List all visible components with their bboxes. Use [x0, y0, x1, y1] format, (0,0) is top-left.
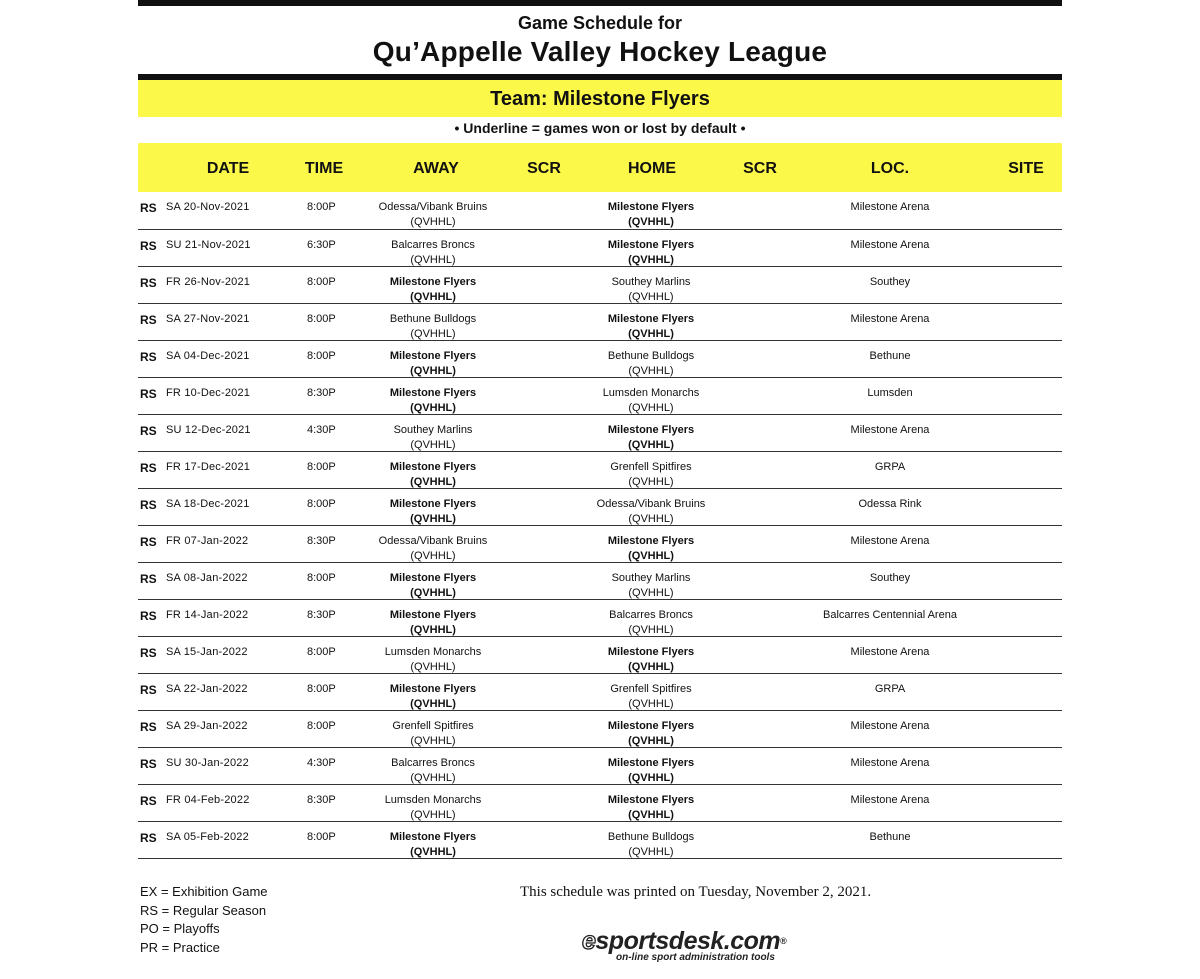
away-team — [353, 534, 513, 564]
team-name: Southey Marlins — [393, 424, 473, 436]
game-date: FR 17-Dec-2021 — [166, 461, 251, 473]
col-date: DATE — [206, 160, 250, 177]
team-name: Grenfell Spitfires — [392, 720, 474, 732]
col-away-score: SCR — [527, 160, 561, 177]
game-type: RS — [140, 461, 157, 475]
game-location: Milestone Arena — [850, 757, 930, 769]
team-name: Milestone Flyers — [389, 276, 477, 288]
team-league: (QVHHL) — [410, 550, 456, 562]
game-type: RS — [140, 350, 157, 364]
legend — [140, 883, 268, 957]
team-name: Grenfell Spitfires — [610, 461, 692, 473]
away-team — [353, 200, 513, 230]
game-date: SU 21-Nov-2021 — [166, 239, 251, 251]
game-time: 8:00P — [307, 683, 336, 695]
away-team — [353, 682, 513, 712]
logo-e: e — [582, 927, 596, 955]
home-team — [571, 386, 731, 416]
game-type: RS — [140, 609, 157, 623]
game-time: 8:00P — [307, 572, 336, 584]
game-date: FR 10-Dec-2021 — [166, 387, 251, 399]
team-name: Milestone Flyers — [607, 201, 695, 213]
team-name: Milestone Flyers — [607, 794, 695, 806]
team-name: Lumsden Monarchs — [384, 794, 482, 806]
game-date: SA 04-Dec-2021 — [166, 350, 250, 362]
away-team — [353, 423, 513, 453]
game-time: 8:00P — [307, 720, 336, 732]
game-type: RS — [140, 831, 157, 845]
table-row — [138, 637, 1062, 674]
game-date: FR 04-Feb-2022 — [166, 794, 250, 806]
game-location: Milestone Arena — [850, 535, 930, 547]
game-location: Milestone Arena — [850, 720, 930, 732]
game-location: Lumsden — [867, 387, 913, 399]
game-type: RS — [140, 239, 157, 253]
game-type: RS — [140, 757, 157, 771]
legend-item: RS = Regular Season — [140, 902, 267, 918]
team-league: (QVHHL) — [628, 328, 674, 340]
away-team — [353, 571, 513, 601]
game-time: 4:30P — [307, 424, 336, 436]
team-name: Milestone Flyers — [389, 387, 477, 399]
schedule-rows — [138, 192, 1062, 859]
game-location: Odessa Rink — [858, 498, 922, 510]
logo-text: sportsdesk.com — [595, 927, 781, 955]
game-type: RS — [140, 794, 157, 808]
home-team — [571, 571, 731, 601]
home-team — [571, 349, 731, 379]
team-name: Milestone Flyers — [389, 350, 477, 362]
underline-note: • Underline = games won or lost by default • — [454, 120, 746, 136]
team-league: (QVHHL) — [410, 254, 456, 266]
game-date: SU 12-Dec-2021 — [166, 424, 251, 436]
team-name: Lumsden Monarchs — [602, 387, 700, 399]
game-date: SA 27-Nov-2021 — [166, 313, 250, 325]
team-league: (QVHHL) — [410, 402, 456, 414]
game-date: SA 29-Jan-2022 — [166, 720, 248, 732]
team-league: (QVHHL) — [628, 216, 674, 228]
game-time: 8:00P — [307, 498, 336, 510]
team-league: (QVHHL) — [628, 772, 674, 784]
team-league: (QVHHL) — [410, 439, 456, 451]
away-team — [353, 275, 513, 305]
team-league: (QVHHL) — [410, 698, 456, 710]
table-header — [138, 143, 1062, 192]
game-time: 8:00P — [307, 831, 336, 843]
team-name: Bethune Bulldogs — [389, 313, 477, 325]
away-team — [353, 238, 513, 268]
page-title: Qu’Appelle Valley Hockey League — [372, 36, 828, 67]
game-date: SA 22-Jan-2022 — [166, 683, 248, 695]
team-name: Southey Marlins — [611, 572, 691, 584]
away-team — [353, 830, 513, 860]
away-team — [353, 312, 513, 342]
team-league: (QVHHL) — [410, 513, 456, 525]
game-time: 8:00P — [307, 461, 336, 473]
team-name: Milestone Flyers — [607, 720, 695, 732]
team-league: (QVHHL) — [628, 809, 674, 821]
table-row — [138, 563, 1062, 600]
game-type: RS — [140, 201, 157, 215]
team-name: Balcarres Broncs — [391, 239, 475, 251]
team-league: (QVHHL) — [410, 365, 456, 377]
team-league: (QVHHL) — [628, 291, 674, 303]
team-name: Milestone Flyers — [607, 239, 695, 251]
col-away: AWAY — [413, 160, 459, 177]
home-team — [571, 830, 731, 860]
away-team — [353, 608, 513, 638]
team-banner: Team: Milestone Flyers — [138, 80, 1062, 117]
home-team — [571, 682, 731, 712]
table-row — [138, 304, 1062, 341]
away-team — [353, 349, 513, 379]
game-type: RS — [140, 387, 157, 401]
col-home: HOME — [628, 160, 676, 177]
game-date: SA 18-Dec-2021 — [166, 498, 250, 510]
table-row — [138, 230, 1062, 267]
game-type: RS — [140, 276, 157, 290]
game-location: Milestone Arena — [850, 646, 930, 658]
table-row — [138, 822, 1062, 859]
team-league: (QVHHL) — [628, 661, 674, 673]
team-league: (QVHHL) — [628, 624, 674, 636]
team-league: (QVHHL) — [410, 476, 456, 488]
esportsdesk-logo[interactable] — [582, 928, 842, 963]
game-location: Milestone Arena — [850, 424, 930, 436]
col-location: LOC. — [870, 160, 910, 177]
game-type: RS — [140, 646, 157, 660]
home-team — [571, 238, 731, 268]
team-name: Milestone Flyers — [389, 831, 477, 843]
game-time: 8:30P — [307, 794, 336, 806]
team-name: Bethune Bulldogs — [607, 831, 695, 843]
team-name: Milestone Flyers — [389, 609, 477, 621]
table-row — [138, 452, 1062, 489]
game-location: Milestone Arena — [850, 313, 930, 325]
game-type: RS — [140, 424, 157, 438]
table-row — [138, 341, 1062, 378]
home-team — [571, 793, 731, 823]
team-league: (QVHHL) — [410, 291, 456, 303]
game-location: Milestone Arena — [850, 794, 930, 806]
registered-mark: ® — [780, 936, 787, 946]
game-time: 8:00P — [307, 201, 336, 213]
team-name: Milestone Flyers — [389, 498, 477, 510]
schedule-page — [138, 0, 1062, 979]
away-team — [353, 460, 513, 490]
away-team — [353, 386, 513, 416]
game-type: RS — [140, 313, 157, 327]
team-league: (QVHHL) — [410, 587, 456, 599]
game-time: 8:00P — [307, 313, 336, 325]
team-name: Milestone Flyers — [607, 535, 695, 547]
team-league: (QVHHL) — [628, 698, 674, 710]
table-row — [138, 748, 1062, 785]
game-date: SA 05-Feb-2022 — [166, 831, 249, 843]
home-team — [571, 608, 731, 638]
game-location: Southey — [869, 572, 911, 584]
team-name: Balcarres Broncs — [391, 757, 475, 769]
team-name: Milestone Flyers — [607, 757, 695, 769]
team-league: (QVHHL) — [410, 624, 456, 636]
game-date: SA 15-Jan-2022 — [166, 646, 248, 658]
legend-item: EX = Exhibition Game — [140, 884, 268, 899]
home-team — [571, 719, 731, 749]
table-row — [138, 674, 1062, 711]
home-team — [571, 200, 731, 230]
home-team — [571, 312, 731, 342]
team-league: (QVHHL) — [410, 772, 456, 784]
team-league: (QVHHL) — [628, 550, 674, 562]
home-team — [571, 497, 731, 527]
team-league: (QVHHL) — [410, 328, 456, 340]
away-team — [353, 719, 513, 749]
table-row — [138, 267, 1062, 304]
table-row — [138, 785, 1062, 822]
game-time: 8:00P — [307, 276, 336, 288]
table-row — [138, 526, 1062, 563]
home-team — [571, 756, 731, 786]
table-row — [138, 378, 1062, 415]
home-team — [571, 534, 731, 564]
team-name: Odessa/Vibank Bruins — [378, 535, 488, 547]
game-type: RS — [140, 572, 157, 586]
legend-item: PO = Playoffs — [140, 921, 220, 936]
team-name: Bethune Bulldogs — [607, 350, 695, 362]
team-name: Milestone Flyers — [607, 424, 695, 436]
game-location: Bethune — [869, 350, 911, 362]
game-location: GRPA — [874, 683, 906, 695]
team-name: Milestone Flyers — [607, 313, 695, 325]
team-league: (QVHHL) — [410, 216, 456, 228]
printed-date: This schedule was printed on Tuesday, November 2, 2021. — [520, 884, 872, 900]
team-league: (QVHHL) — [628, 735, 674, 747]
game-date: SA 08-Jan-2022 — [166, 572, 248, 584]
game-location: Bethune — [869, 831, 911, 843]
game-time: 8:30P — [307, 609, 336, 621]
away-team — [353, 793, 513, 823]
game-type: RS — [140, 535, 157, 549]
team-name: Odessa/Vibank Bruins — [378, 201, 488, 213]
page-subtitle: Game Schedule for — [517, 13, 683, 33]
game-location: GRPA — [874, 461, 906, 473]
team-league: (QVHHL) — [410, 846, 456, 858]
game-date: FR 14-Jan-2022 — [166, 609, 249, 621]
game-type: RS — [140, 683, 157, 697]
top-rule — [138, 0, 1062, 6]
team-name: Milestone Flyers — [389, 683, 477, 695]
table-row — [138, 415, 1062, 452]
home-team — [571, 275, 731, 305]
team-name: Odessa/Vibank Bruins — [596, 498, 706, 510]
away-team — [353, 756, 513, 786]
game-time: 8:00P — [307, 350, 336, 362]
team-league: (QVHHL) — [628, 846, 674, 858]
team-name: Milestone Flyers — [389, 572, 477, 584]
team-league: (QVHHL) — [628, 439, 674, 451]
home-team — [571, 645, 731, 675]
team-league: (QVHHL) — [628, 365, 674, 377]
team-league: (QVHHL) — [410, 809, 456, 821]
team-league: (QVHHL) — [410, 661, 456, 673]
home-team — [571, 423, 731, 453]
team-name: Milestone Flyers — [607, 646, 695, 658]
game-time: 4:30P — [307, 757, 336, 769]
team-name: Grenfell Spitfires — [610, 683, 692, 695]
table-row — [138, 489, 1062, 526]
home-team — [571, 460, 731, 490]
team-name: Milestone Flyers — [389, 461, 477, 473]
game-location: Milestone Arena — [850, 201, 930, 213]
table-row — [138, 192, 1062, 230]
game-location: Milestone Arena — [850, 239, 930, 251]
game-type: RS — [140, 498, 157, 512]
team-name: Southey Marlins — [611, 276, 691, 288]
col-time: TIME — [304, 160, 344, 177]
team-name: Lumsden Monarchs — [384, 646, 482, 658]
team-league: (QVHHL) — [628, 402, 674, 414]
game-location: Southey — [869, 276, 911, 288]
table-row — [138, 600, 1062, 637]
team-league: (QVHHL) — [410, 735, 456, 747]
game-type: RS — [140, 720, 157, 734]
game-location: Balcarres Centennial Arena — [823, 609, 957, 621]
table-row — [138, 711, 1062, 748]
game-date: FR 07-Jan-2022 — [166, 535, 249, 547]
game-time: 6:30P — [307, 239, 336, 251]
game-date: SA 20-Nov-2021 — [166, 201, 250, 213]
game-date: SU 30-Jan-2022 — [166, 757, 249, 769]
legend-item: PR = Practice — [140, 939, 220, 955]
logo-tagline: on-line sport administration tools — [616, 952, 775, 963]
team-league: (QVHHL) — [628, 587, 674, 599]
col-home-score: SCR — [743, 160, 777, 177]
col-site: SITE — [1008, 160, 1044, 177]
game-time: 8:30P — [307, 535, 336, 547]
away-team — [353, 645, 513, 675]
team-league: (QVHHL) — [628, 513, 674, 525]
game-time: 8:30P — [307, 387, 336, 399]
team-league: (QVHHL) — [628, 476, 674, 488]
team-league: (QVHHL) — [628, 254, 674, 266]
game-time: 8:00P — [307, 646, 336, 658]
team-name: Balcarres Broncs — [609, 609, 693, 621]
away-team — [353, 497, 513, 527]
game-date: FR 26-Nov-2021 — [166, 276, 251, 288]
